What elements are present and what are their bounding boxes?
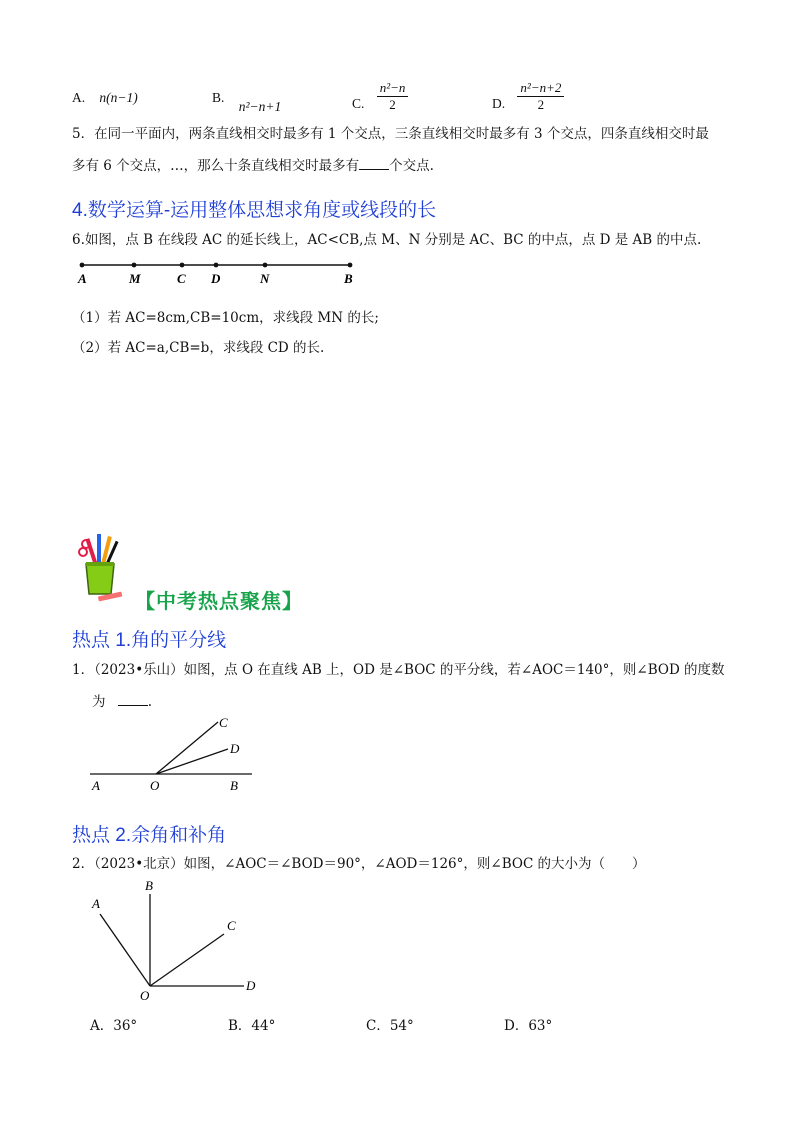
hot-topics-banner: 【中考热点聚焦】 [135,589,303,613]
option-a: A. n(n−1) [72,90,138,105]
option-b: B. n²−n+1 [212,90,282,114]
ray-od [156,749,228,774]
option-d: D. $\frac{\text{n²−n+2}}{2}$ [492,80,564,113]
topic2-heading: 热点 2.余角和补角 [72,825,227,846]
topic1-heading: 热点 1.角的平分线 [72,630,227,651]
answer-blank[interactable] [359,157,389,170]
section-heading: 4.数学运算-运用整体思想求角度或线段的长 [72,200,437,221]
complementary-angle-figure [84,876,274,1006]
fig2-label-d: D [246,978,256,993]
option-c: C. $\frac{\text{n²−n}}{2}$ [352,80,408,113]
fig2-label-a: A [92,896,100,911]
ray-oa [100,914,150,986]
label-m: M [129,271,141,286]
hot-q2-option-c[interactable]: C．54° [366,1018,414,1034]
q5-line1: 5．在同一平面内，两条直线相交时最多有 1 个交点，三条直线相交时最多有 3 个交点，四条直线相交时最 [72,126,709,142]
q6-sub2: （2）若 AC=a,CB=b，求线段 CD 的长. [72,340,325,356]
fig2-label-b: B [145,878,153,893]
q6-stem: 6.如图，点 B 在线段 AC 的延长线上，AC<CB,点 M、N 分别是 AC、BC 的中点，点 D 是 AB 的中点. [72,232,702,248]
label-b: B [344,271,353,286]
pencil-cup-icon [70,530,130,606]
label-a: A [78,271,87,286]
angle-bisector-figure [80,714,270,798]
fig1-label-d: D [230,741,240,756]
q5-line2: 多有 6 个交点，…，那么十条直线相交时最多有 个交点. [72,158,434,174]
hot-q2-option-b[interactable]: B．44° [228,1018,276,1034]
hot-q2-option-a[interactable]: A．36° [90,1018,138,1034]
point-n [263,263,268,268]
fig1-label-o: O [150,778,160,793]
point-a [80,263,85,268]
fig1-label-b: B [230,778,238,793]
point-b [348,263,353,268]
hot-q2-option-d[interactable]: D．63° [504,1018,553,1034]
label-d: D [211,271,221,286]
fig1-label-a: A [92,778,100,793]
fig1-label-c: C [219,715,228,730]
point-d [214,263,219,268]
ray-oc [156,722,218,774]
segment-figure [72,258,372,288]
hot-q2-line: 2．（2023•北京）如图，∠AOC＝∠BOD＝90°，∠AOD＝126°，则∠BOC 的大小为（ ） [72,856,646,872]
ray-oc [150,934,224,986]
q6-sub1: （1）若 AC=8cm,CB=10cm，求线段 MN 的长; [72,310,379,326]
fig2-label-o: O [140,988,150,1003]
hot-q1-line2: 为 . [92,694,153,710]
point-c [180,263,185,268]
fig2-label-c: C [227,918,236,933]
label-n: N [260,271,270,286]
point-m [132,263,137,268]
hot-q1-line1: 1．（2023•乐山）如图，点 O 在直线 AB 上，OD 是∠BOC 的平分线，若∠AOC＝140°，则∠BOD 的度数 [72,662,725,678]
answer-blank[interactable] [118,693,148,706]
label-c: C [177,271,186,286]
